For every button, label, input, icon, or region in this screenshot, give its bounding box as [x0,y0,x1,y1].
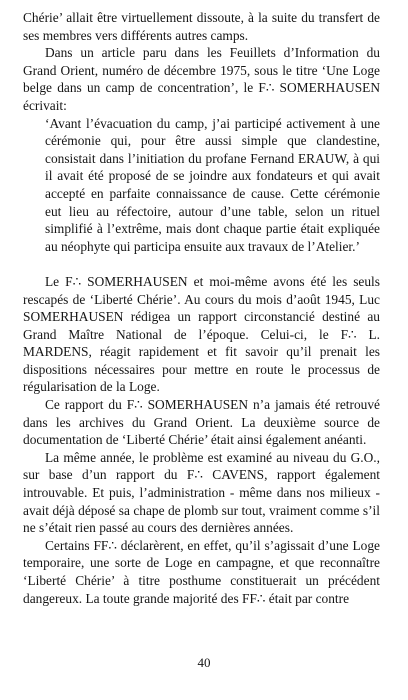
paragraph-2: Dans un article paru dans les Feuillets d’Information du Grand Orient, numéro de décembre 1975, sous le titre ‘Une Loge belge dans un camp de concentration’, le F∴ SOMERHAUSEN écrivait: [23,45,380,113]
paragraph-3: Le F∴ SOMERHAUSEN et moi-même avons été les seuls rescapés de ‘Liberté Chérie’. Au cours du mois d’août 1945, Luc SOMERHAUSEN rédigea un rapport circonstancié destiné au Grand Maître National de l’époque. Celui-ci, le F∴ L. MARDENS, réagit rapidement et fit savoir qu’il prenait les dispositions nécessaires pour mettre en route le processus de régularisation de la Loge. [23,273,380,395]
paragraph-5: La même année, le problème est examiné au niveau du G.O., sur base d’un rapport du F∴ CAVENS, rapport également introuvable. Et puis, l’administration - même dans nos milieux - avait déjà déposé sa chape de plomb sur tout, vraiment comme s’il ne s’était rien passé au cours des dernières années. [23,449,380,536]
page-body [23,9,380,607]
page-number: 40 [197,655,211,670]
paragraph-4: Ce rapport du F∴ SOMERHAUSEN n’a jamais été retrouvé dans les archives du Grand Orient. La deuxième source de documentation de ‘Liberté Chérie’ était ainsi également anéanti. [23,397,380,448]
quotation: ‘Avant l’évacuation du camp, j’ai participé activement à une cérémonie qui, pour être aussi simple que clandestine, consistait dans l’initiation du profane Fernand ERAUW, à qui il avait été proposé de se joindre aux fondateurs et qui avait accepté en parfaite connaissance de cause. Cette cérémonie eut lieu au réfectoire, autour d’une table, selon un rituel simplifié à l’extrême, mais dont chaque partie était expliquée au néophyte qui participa ensuite aux travaux de l’Atelier.’ [45,115,380,254]
paragraph-6: Certains FF∴ déclarèrent, en effet, qu’il s’agissait d’une Loge temporaire, une sorte de Loge en campagne, et que reconnaître ‘Liberté Chérie’ à titre posthume constituerait un précédent dangereux. La toute grande majorité des FF∴ était par contre [23,537,380,606]
paragraph-1: Chérie’ allait être virtuellement dissoute, à la suite du transfert de ses membres vers différents autres camps. [23,10,380,43]
